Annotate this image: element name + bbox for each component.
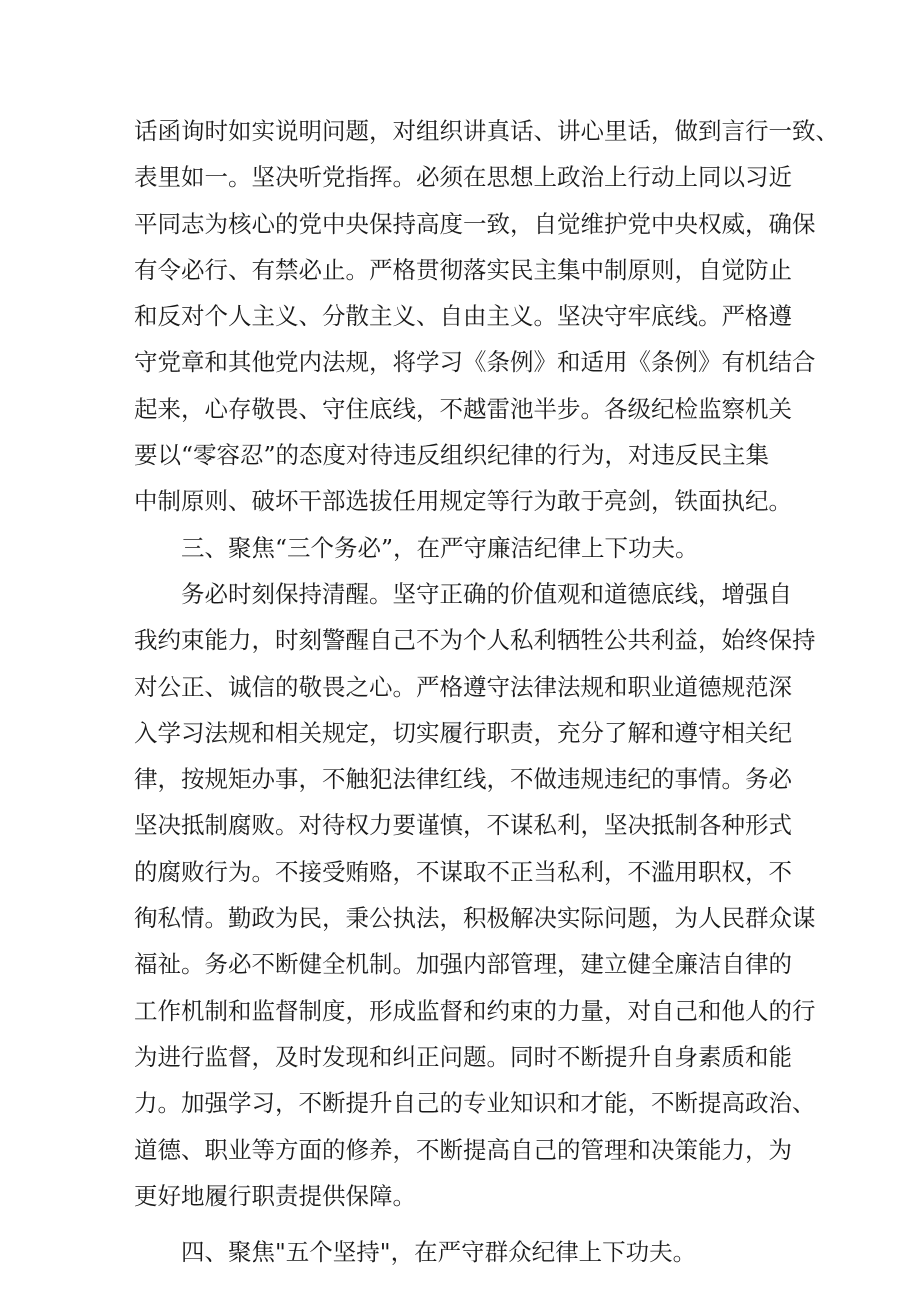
text-line: 力。加强学习，不断提升自己的专业知识和才能，不断提高政治、 xyxy=(134,1089,816,1118)
text-line: 道德、职业等方面的修养，不断提高自己的管理和决策能力，为 xyxy=(134,1135,792,1164)
text-line: 平同志为核心的党中央保持高度一致，自觉维护党中央权威，确保 xyxy=(134,209,816,238)
text-line: 的腐败行为。不接受贿赂，不谋取不正当私利，不滥用职权，不 xyxy=(134,857,792,886)
text-line: 要以“零容忍”的态度对待违反组织纪律的行为，对违反民主集 xyxy=(134,441,770,470)
text-line: 守党章和其他党内法规，将学习《条例》和适用《条例》有机结合 xyxy=(134,348,816,377)
text-line: 对公正、诚信的敬畏之心。严格遵守法律法规和职业道德规范深 xyxy=(134,672,792,701)
text-line: 中制原则、破坏干部选拔任用规定等行为敢于亮剑，铁面执纪。 xyxy=(134,487,792,516)
text-line: 律，按规矩办事，不触犯法律红线，不做违规违纪的事情。务必 xyxy=(134,765,792,794)
text-line: 话函询时如实说明问题，对组织讲真话、讲心里话，做到言行一致、 xyxy=(134,117,839,145)
text-line: 坚决抵制腐败。对待权力要谨慎，不谋私利，坚决抵制各种形式 xyxy=(134,811,792,840)
paragraph-integrity-discipline xyxy=(134,571,816,1219)
text-line: 有令必行、有禁必止。严格贯彻落实民主集中制原则，自觉防止 xyxy=(134,255,792,284)
section-heading-3: 三、聚焦“三个务必”，在严守廉洁纪律上下功夫。 xyxy=(134,533,699,562)
text-line: 和反对个人主义、分散主义、自由主义。坚决守牢底线。严格遵 xyxy=(134,302,792,331)
text-line: 更好地履行职责提供保障。 xyxy=(134,1181,416,1210)
paragraph-organization-discipline xyxy=(134,108,839,525)
document-page xyxy=(134,108,839,1275)
text-line: 务必时刻保持清醒。坚守正确的价值观和道德底线，增强自 xyxy=(134,579,792,608)
text-line: 表里如一。坚决听党指挥。必须在思想上政治上行动上同以习近 xyxy=(134,163,792,192)
text-line: 起来，心存敬畏、守住底线，不越雷池半步。各级纪检监察机关 xyxy=(134,394,792,423)
paragraph-spacer xyxy=(134,1219,794,1229)
text-line: 我约束能力，时刻警醒自己不为个人私利牺牲公共利益，始终保持 xyxy=(134,626,816,655)
text-line: 为进行监督，及时发现和纠正问题。同时不断提升自身素质和能 xyxy=(134,1042,792,1071)
text-line: 福祉。务必不断健全机制。加强内部管理，建立健全廉洁自律的 xyxy=(134,950,792,979)
text-line: 工作机制和监督制度，形成监督和约束的力量，对自己和他人的行 xyxy=(134,996,816,1025)
text-line: 徇私情。勤政为民，秉公执法，积极解决实际问题，为人民群众谋 xyxy=(134,904,816,933)
section-heading-4: 四、聚焦"五个坚持"，在严守群众纪律上下功夫。 xyxy=(134,1238,697,1267)
text-line: 入学习法规和相关规定，切实履行职责，充分了解和遵守相关纪 xyxy=(134,718,792,747)
